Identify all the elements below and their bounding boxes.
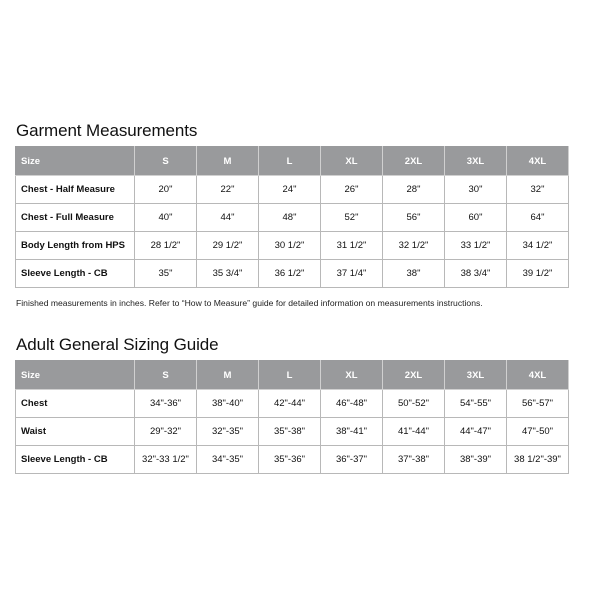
measurement-cell: 37 1/4" [321,260,383,288]
measurement-cell: 54"-55" [445,390,507,418]
measurement-cell: 32"-33 1/2" [135,446,197,474]
measurement-cell: 41"-44" [383,418,445,446]
measurement-cell: 31 1/2" [321,232,383,260]
size-header-4xl: 4XL [507,147,569,176]
measurement-cell: 26" [321,176,383,204]
size-header-s: S [135,361,197,390]
size-header-xl: XL [321,147,383,176]
measurement-cell: 37"-38" [383,446,445,474]
measurement-cell: 29"-32" [135,418,197,446]
size-column-header: Size [16,147,135,176]
adult-sizing-guide-title: Adult General Sizing Guide [16,335,219,354]
measurement-cell: 46"-48" [321,390,383,418]
measurement-cell: 22" [197,176,259,204]
row-label: Sleeve Length - CB [16,446,135,474]
measurement-cell: 36 1/2" [259,260,321,288]
measurement-cell: 30 1/2" [259,232,321,260]
table-row [16,204,569,232]
size-header-4xl: 4XL [507,361,569,390]
measurement-cell: 40" [135,204,197,232]
measurement-cell: 30" [445,176,507,204]
size-header-s: S [135,147,197,176]
measurement-cell: 35 3/4" [197,260,259,288]
size-header-3xl: 3XL [445,147,507,176]
measurement-cell: 36"-37" [321,446,383,474]
table-row [16,232,569,260]
measurement-cell: 33 1/2" [445,232,507,260]
size-header-m: M [197,147,259,176]
size-header-m: M [197,361,259,390]
table-row [16,418,569,446]
measurement-cell: 34 1/2" [507,232,569,260]
adult-sizing-guide-table [15,360,569,474]
garment-measurements-title: Garment Measurements [16,121,198,140]
measurement-cell: 38"-39" [445,446,507,474]
measurement-cell: 56"-57" [507,390,569,418]
measurement-cell: 50"-52" [383,390,445,418]
measurement-cell: 38"-41" [321,418,383,446]
measurement-cell: 38 1/2"-39" [507,446,569,474]
row-label: Waist [16,418,135,446]
measurement-cell: 64" [507,204,569,232]
measurement-cell: 24" [259,176,321,204]
row-label: Chest - Full Measure [16,204,135,232]
measurement-cell: 39 1/2" [507,260,569,288]
measurement-cell: 44"-47" [445,418,507,446]
table-header-row [16,147,569,176]
size-header-l: L [259,147,321,176]
row-label: Chest [16,390,135,418]
table-row [16,446,569,474]
measurement-cell: 35"-38" [259,418,321,446]
measurement-cell: 44" [197,204,259,232]
garment-measurements-table [15,146,569,288]
measurement-cell: 47"-50" [507,418,569,446]
row-label: Sleeve Length - CB [16,260,135,288]
measurement-cell: 38 3/4" [445,260,507,288]
measurement-cell: 28" [383,176,445,204]
size-header-2xl: 2XL [383,147,445,176]
table-header-row [16,361,569,390]
size-header-xl: XL [321,361,383,390]
measurement-cell: 60" [445,204,507,232]
measurement-cell: 35" [135,260,197,288]
size-header-3xl: 3XL [445,361,507,390]
measurement-cell: 20" [135,176,197,204]
measurement-cell: 48" [259,204,321,232]
measurement-cell: 32 1/2" [383,232,445,260]
measurement-cell: 38" [383,260,445,288]
measurement-cell: 32"-35" [197,418,259,446]
measurements-note: Finished measurements in inches. Refer to “How to Measure” guide for detailed information on measurements instructions. [16,298,483,308]
measurement-cell: 56" [383,204,445,232]
measurement-cell: 29 1/2" [197,232,259,260]
size-column-header: Size [16,361,135,390]
measurement-cell: 38"-40" [197,390,259,418]
measurement-cell: 34"-35" [197,446,259,474]
table-row [16,176,569,204]
measurement-cell: 34"-36" [135,390,197,418]
measurement-cell: 42"-44" [259,390,321,418]
measurement-cell: 28 1/2" [135,232,197,260]
measurement-cell: 35"-36" [259,446,321,474]
table-row [16,390,569,418]
measurement-cell: 32" [507,176,569,204]
size-header-l: L [259,361,321,390]
size-header-2xl: 2XL [383,361,445,390]
row-label: Chest - Half Measure [16,176,135,204]
row-label: Body Length from HPS [16,232,135,260]
table-row [16,260,569,288]
measurement-cell: 52" [321,204,383,232]
